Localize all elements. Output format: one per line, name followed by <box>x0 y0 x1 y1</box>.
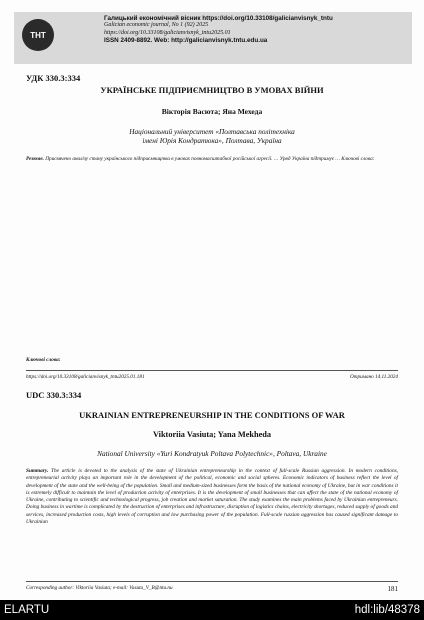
udc-uk: УДК 330.3:334 <box>26 73 81 83</box>
udc-en: UDC 330.3:334 <box>26 390 82 400</box>
repository-bar <box>0 600 424 620</box>
keywords-uk-label: Ключові слова: <box>26 357 61 363</box>
abstract-uk-label: Резюме. <box>26 156 44 162</box>
authors-uk: Вікторія Васюта; Яна Мехеда <box>161 107 263 116</box>
journal-header-text <box>104 15 404 44</box>
corresponding-author: Corresponding author: Viktoriia Vasiuta; e-mail: Vasuta_V_B@ntu.nu <box>26 585 173 591</box>
header-line-2: Galician economic journal, No 1 (92) 2025 <box>104 22 209 29</box>
summary-en-text: The article is devoted to the analysis of the state of Ukrainian entrepreneurship in the context of full-scale Russian aggression. In modern conditions, entrepreneurial activity plays an important role in the development of the political, economic and social spheres. Economic indicators of business reflect the level of development of the state and the well-being of the population. Small and medium-sized businesses form the basis of the national economy of Ukraine, but in war conditions it is extremely difficult to maintain the level of production activity of enterprises. It is the development of small businesses that can affect the state of the national economy of Ukraine, contributing to scientific and technological progress, job creation and market saturation. The study examines the main problems faced by Ukrainian entrepreneurs. Doing business in wartime is complicated by the destruction of enterprises and infrastructure, disruption of logistics chains, electricity shortages, reduced supply of goods and services, increased production costs, high levels of corruption and low purchasing power of the population. Full-scale russian aggression has caused significant damage to Ukrainian <box>26 468 398 526</box>
footer-rule <box>26 581 398 582</box>
repository-name: ELARTU <box>4 604 50 616</box>
header-line-4: ISSN 2409-8892. Web: http://galicianvisnyk.tntu.edu.ua <box>104 36 268 44</box>
authors-en: Viktoriia Vasiuta; Yana Mekheda <box>152 430 272 439</box>
page-number: 181 <box>387 585 398 593</box>
affiliation-en: National University «Yuri Kondratyuk Poltava Polytechnic», Poltava, Ukraine <box>97 449 327 458</box>
repository-handle: hdl:lib/48378 <box>354 604 420 616</box>
journal-logo: ТНТ <box>22 19 54 51</box>
divider-rule <box>26 370 398 371</box>
title-en: UKRAINIAN ENTREPRENEURSHIP IN THE CONDITIONS OF WAR <box>79 410 345 420</box>
affiliation-uk-line-1: Національний університет «Полтавська політехніка <box>129 127 295 136</box>
article-doi: https://doi.org/10.33108/galicianvisnyk_tntu2025.01.181 <box>26 374 145 380</box>
keywords-uk <box>26 357 398 364</box>
header-line-1: Галицький економічний вісник https://doi.org/10.33108/galicianvisnyk_tntu <box>104 15 333 22</box>
affiliation-uk <box>26 127 398 145</box>
affiliation-uk-line-2: імені Юрія Кондратюка», Полтава, Україна <box>142 136 282 145</box>
abstract-uk-text: Присвячено аналізу стану українського підприємництва в умовах повномасштабної російської агресії. … Уряд Україна підтримує … Ключові слова: <box>45 156 375 162</box>
summary-en <box>26 468 398 526</box>
header-line-3: https://doi.org/10.33108/galicianvisnyk_tntu2025.01 <box>104 29 231 36</box>
title-uk: УКРАЇНСЬКЕ ПІДПРИЄМНИЦТВО В УМОВАХ ВІЙНИ <box>100 85 324 95</box>
doi-row <box>26 374 398 380</box>
summary-en-label: Summary. <box>26 468 49 474</box>
page-footer <box>26 585 398 593</box>
received-date: Отримано 14.11.2024 <box>349 374 398 380</box>
abstract-uk <box>26 156 398 163</box>
